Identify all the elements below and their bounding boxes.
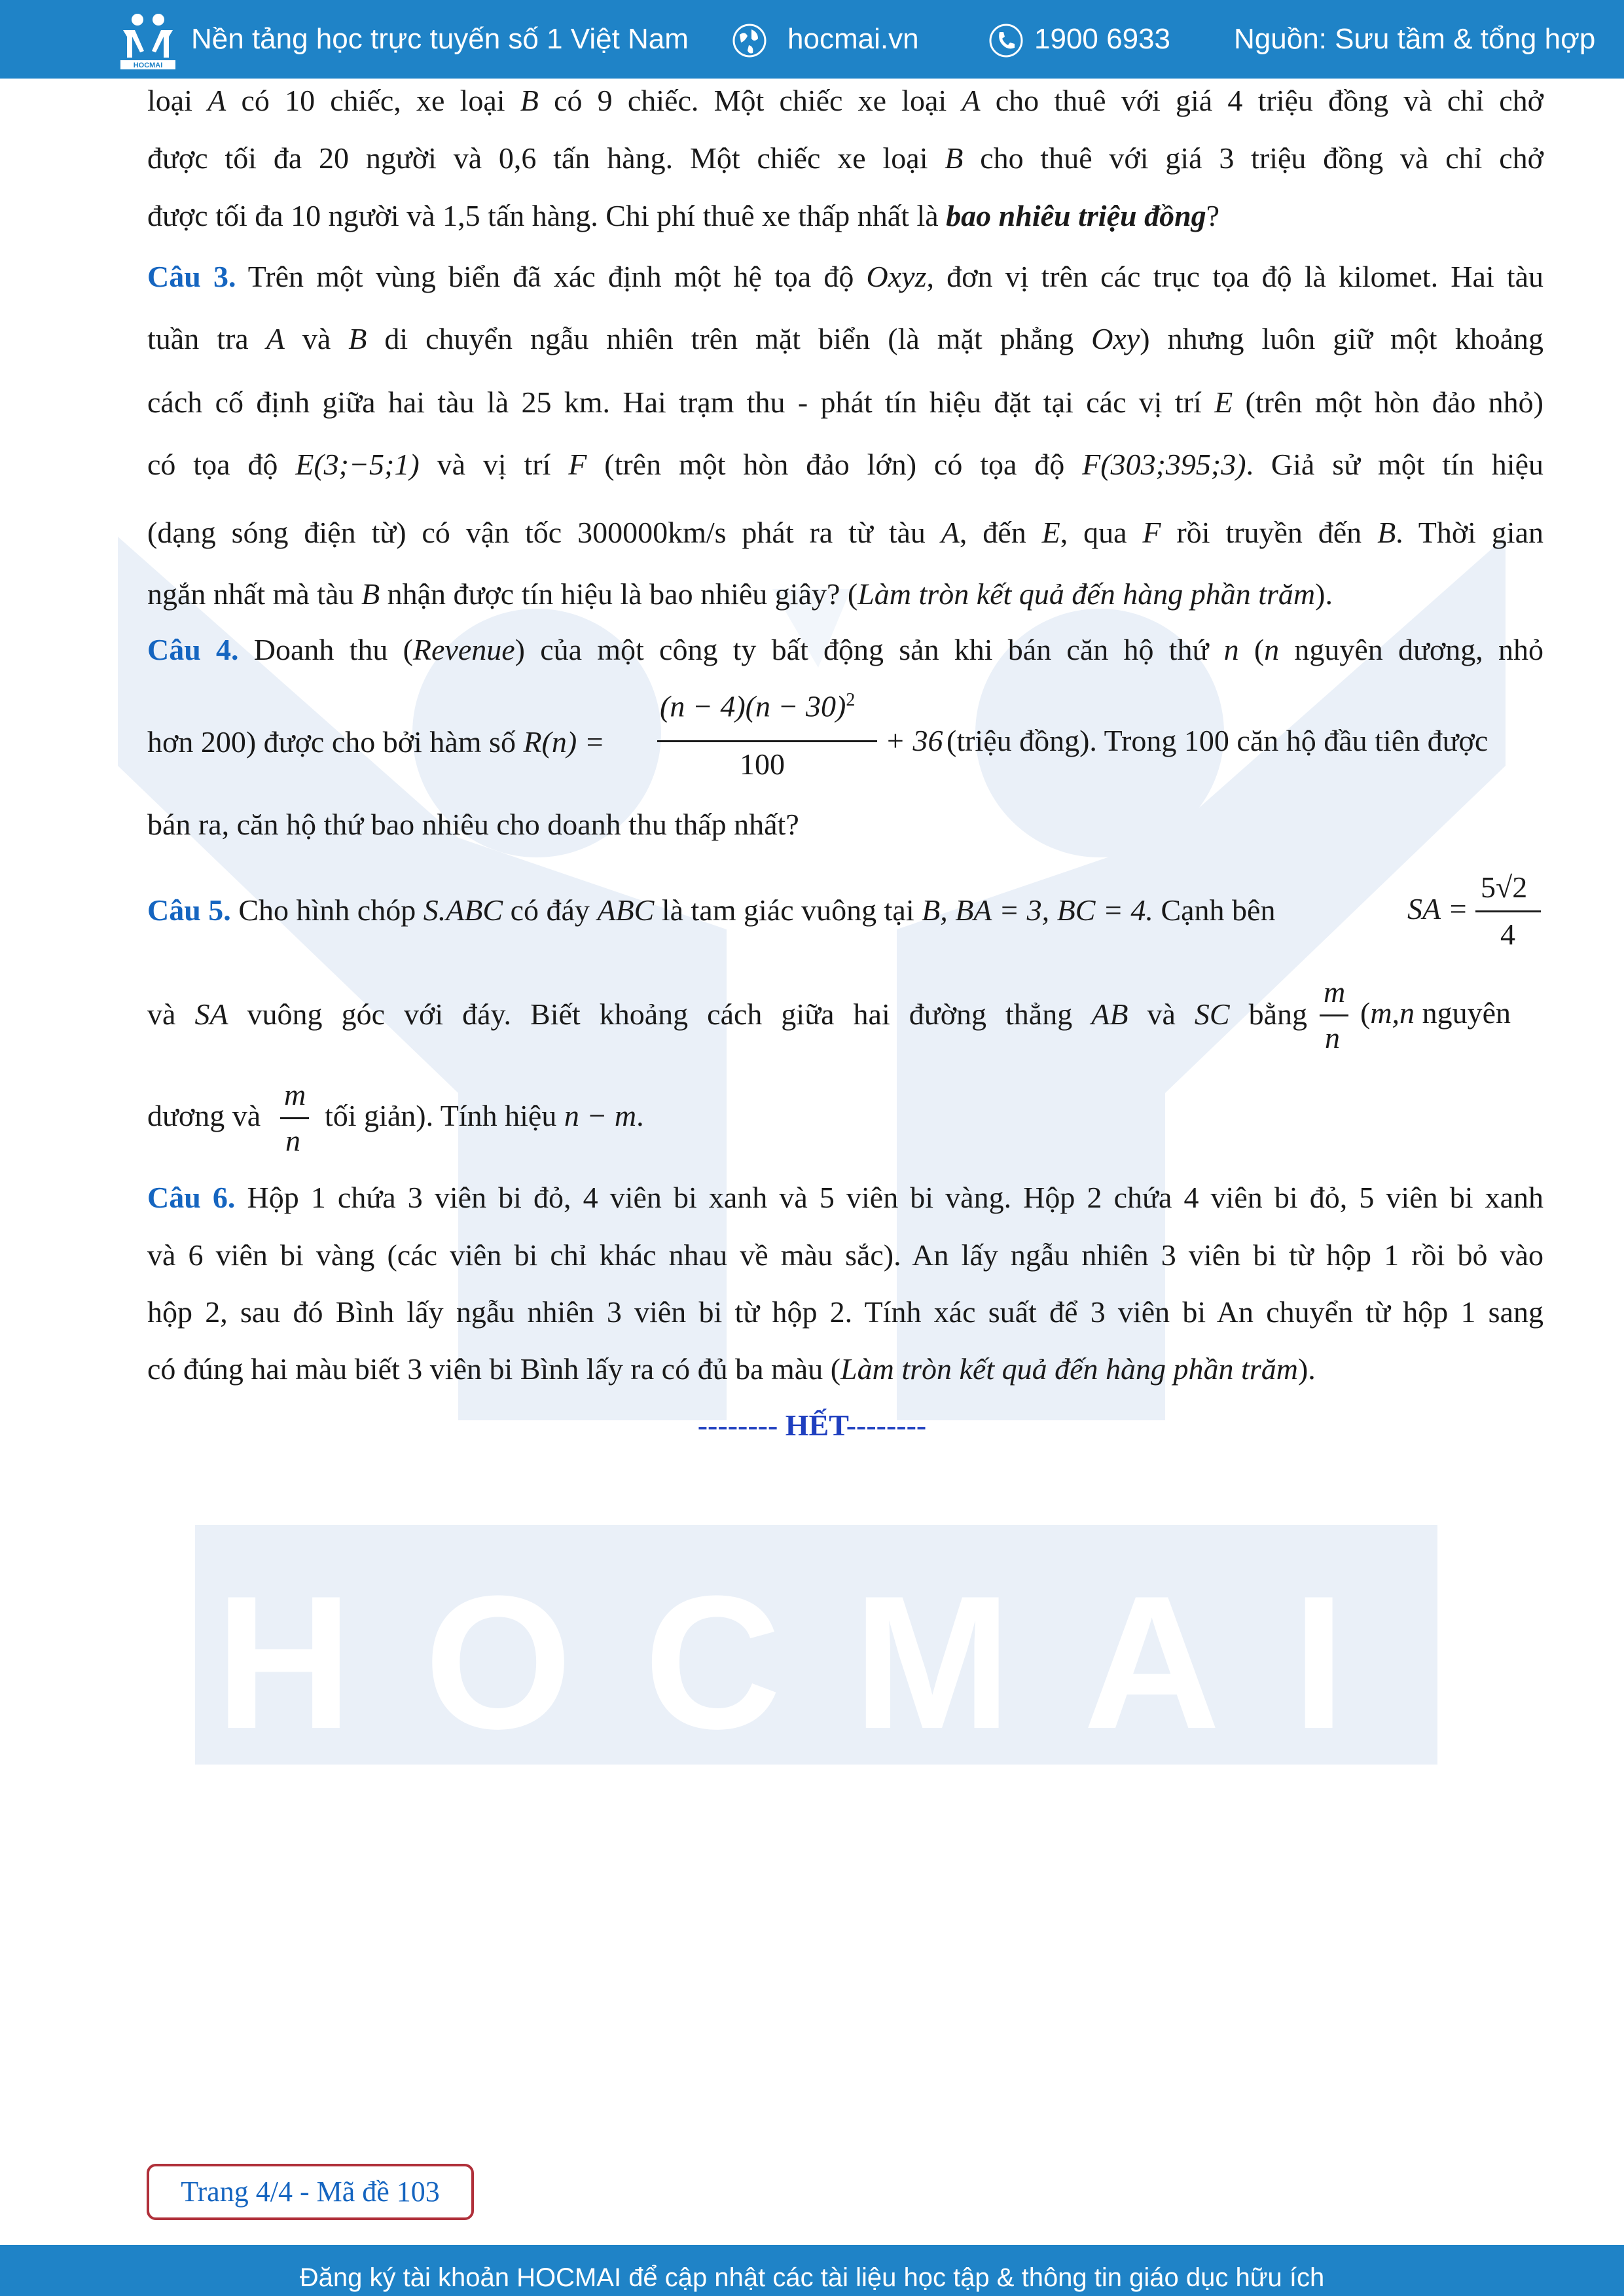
- q5-line-2-tail: (m,n nguyên: [1360, 996, 1511, 1030]
- q4-denominator: 100: [740, 747, 785, 781]
- q6-line-4: có đúng hai màu biết 3 viên bi Bình lấy ra có đủ ba màu (Làm tròn kết quả đến hàng phần trăm).: [147, 1352, 1316, 1386]
- q6-line-3: hộp 2, sau đó Bình lấy ngẫu nhiên 3 viên bi từ hộp 2. Tính xác suất để 3 viên bi An chuyển từ hộp 1 sang: [147, 1295, 1543, 1329]
- q5-line-1: Câu 5. Cho hình chóp S.ABC có đáy ABC là tam giác vuông tại B, BA = 3, BC = 4. Cạnh bên: [147, 893, 1276, 927]
- header-source: Nguồn: Sưu tầm & tổng hợp: [1234, 23, 1596, 55]
- q5-frac-bar: [1320, 1014, 1348, 1016]
- header-phone[interactable]: 1900 6933: [1034, 23, 1170, 55]
- q3-line-1: Câu 3. Trên một vùng biển đã xác định một hệ tọa độ Oxyz, đơn vị trên các trục tọa độ là kilomet. Hai tàu: [147, 260, 1543, 293]
- q6-line-1: Câu 6. Hộp 1 chứa 3 viên bi đỏ, 4 viên bi xanh và 5 viên bi vàng. Hộp 2 chứa 4 viên bi đỏ, 5 viên bi xanh: [147, 1181, 1543, 1214]
- q5-label: Câu 5.: [147, 893, 231, 927]
- q2-line-3: được tối đa 10 người và 1,5 tấn hàng. Chi phí thuê xe thấp nhất là bao nhiêu triệu đồng?: [147, 199, 1220, 232]
- q3-line-3: cách cố định giữa hai tàu là 25 km. Hai trạm thu - phát tín hiệu đặt tại các vị trí E (trên một hòn đảo nhỏ): [147, 386, 1543, 419]
- q5-line-3-start: dương và: [147, 1099, 261, 1132]
- q6-line-2: và 6 viên bi vàng (các viên bi chỉ khác nhau về màu sắc). An lấy ngẫu nhiên 3 viên bi từ hộp 1 rồi bỏ vào: [147, 1238, 1543, 1272]
- q5-sa-denominator: 4: [1500, 918, 1515, 951]
- q5-line-3-end: tối giản). Tính hiệu n − m.: [325, 1099, 644, 1132]
- q3-line-4: có tọa độ E(3;−5;1) và vị trí F (trên một hòn đảo lớn) có tọa độ F(303;395;3). Giả sử một tín hiệu: [147, 448, 1543, 481]
- q5-line-2: và SA vuông góc với đáy. Biết khoảng cách giữa hai đường thẳng AB và SC bằng: [147, 997, 1308, 1031]
- q4-fraction-bar: [657, 740, 877, 742]
- q5-frac2-m: m: [284, 1078, 306, 1111]
- q6-label: Câu 6.: [147, 1181, 236, 1214]
- q3-line-5: (dạng sóng điện từ) có vận tốc 300000km/s phát ra từ tàu A, đến E, qua F rồi truyền đến B. Thời gian: [147, 516, 1544, 549]
- q4-line-3: bán ra, căn hộ thứ bao nhiêu cho doanh thu thấp nhất?: [147, 808, 799, 841]
- q4-line-2-end: (triệu đồng). Trong 100 căn hộ đầu tiên được: [947, 724, 1489, 757]
- site-footer: Đăng ký tài khoản HOCMAI để cập nhật các tài liệu học tập & thông tin giáo dục hữu ích: [0, 2245, 1624, 2296]
- q4-plus-constant: + 36: [885, 724, 943, 757]
- q3-label: Câu 3.: [147, 260, 236, 293]
- header-website-link[interactable]: hocmai.vn: [787, 23, 919, 55]
- q3-line-6: ngắn nhất mà tàu B nhận được tín hiệu là bao nhiêu giây? (Làm tròn kết quả đến hàng phần trăm).: [147, 577, 1333, 611]
- q5-frac2-n: n: [285, 1124, 300, 1157]
- svg-text:HOCMAI: HOCMAI: [215, 1556, 1418, 1768]
- q5-frac2-bar: [280, 1117, 309, 1119]
- q5-sa-numerator: 5√2: [1481, 870, 1528, 904]
- q4-line-1: Câu 4. Doanh thu (Revenue) của một công ty bất động sản khi bán căn hộ thứ n (n nguyên dương, nhỏ: [147, 633, 1543, 666]
- q2-line-1: loại A có 10 chiếc, xe loại B có 9 chiếc. Một chiếc xe loại A cho thuê với giá 4 triệu đồng và chỉ chở: [147, 84, 1543, 117]
- q3-line-2: tuần tra A và B di chuyển ngẫu nhiên trên mặt biển (là mặt phẳng Oxy) nhưng luôn giữ một khoảng: [147, 322, 1543, 355]
- q4-numerator: $(n - 4)(n - 30)^2$: [660, 689, 856, 723]
- header-tagline: Nền tảng học trực tuyến số 1 Việt Nam: [191, 23, 689, 55]
- q5-frac-n: n: [1325, 1021, 1340, 1054]
- end-of-exam-mark: -------- HẾT--------: [697, 1408, 927, 1442]
- q5-sa-fraction-bar: [1475, 910, 1541, 912]
- q5-frac-m: m: [1324, 975, 1346, 1009]
- svg-text:HOCMAI: HOCMAI: [133, 62, 163, 69]
- q5-sa-label: SA =: [1407, 892, 1468, 925]
- q2-line-2: được tối đa 20 người và 0,6 tấn hàng. Một chiếc xe loại B cho thuê với giá 3 triệu đồng và chỉ chở: [147, 141, 1543, 175]
- q4-label: Câu 4.: [147, 633, 239, 666]
- page-number-box: Trang 4/4 - Mã đề 103: [147, 2164, 474, 2220]
- q4-line-2-start: hơn 200) được cho bởi hàm số R(n) =: [147, 725, 605, 759]
